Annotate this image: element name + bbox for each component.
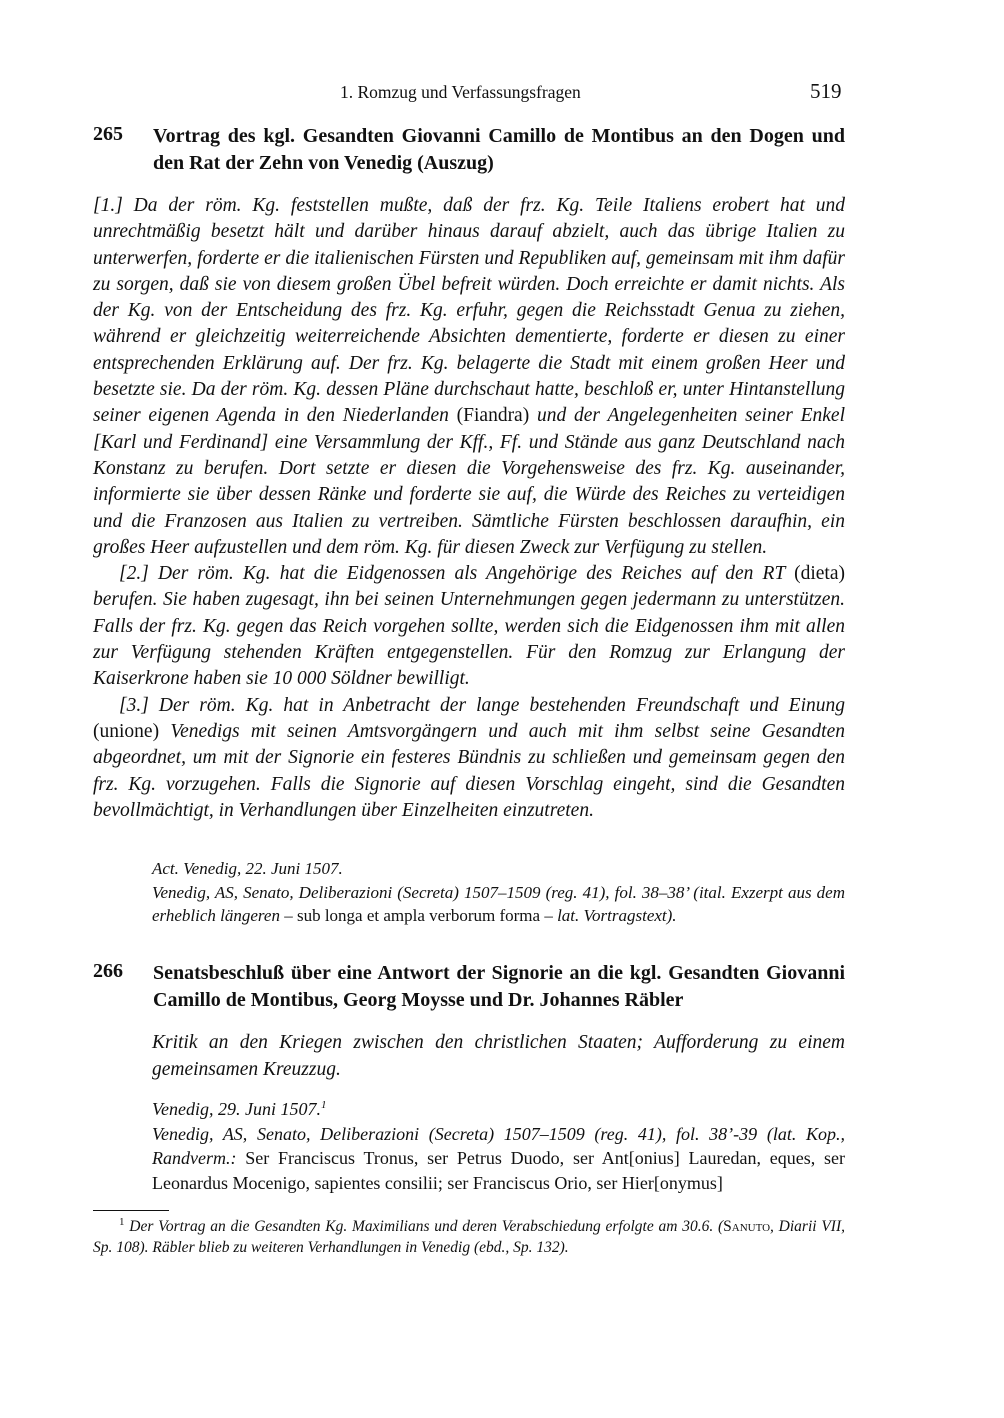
entry-title-265: Vortrag des kgl. Gesandten Giovanni Camillo de Montibus an den Dogen und den Rat der Zehn von Venedig (Auszug) [153, 125, 845, 174]
note-source-266-names: Ser Franciscus Tronus, ser Petrus Duodo, ser Ant[onius] Lauredan, eques, ser Leonardus Mocenigo, sapientes consilii; ser Franciscus Orio, ser Hier[onymus] [152, 1148, 845, 1193]
paragraph-1-text-a: [1.] Da der röm. Kg. feststellen mußte, daß der frz. Kg. Teile Italiens erobert hat und unrechtmäßig besetzt hält und darüber hinaus darauf abzielt, auch das übrige Italien zu unterwerfen, forderte er die italienischen Fürsten und Republiken auf, gemeinsam mit ihm dafür zu sorgen, daß sie von diesem großen Übel befreit würden. Doch erreichte er damit nichts. Als der Kg. von der Entscheidung des frz. Kg. erfuhr, gegen die Reichsstadt Genua zu ziehen, während er gleichzeitig weiterreichende Absichten dementierte, forderte er diesen zu einer entsprechenden Erklärung auf. Der frz. Kg. belagerte die Stadt mit einem großen Heer und besetzte sie. Da der röm. Kg. dessen Pläne durchschaut hatte, beschloß er, unter Hintanstellung seiner eigenen Agenda in den Niederlanden [93, 195, 845, 427]
entry-title-266: Senatsbeschluß über eine Antwort der Signorie an die kgl. Gesandten Giovanni Camillo de Montibus, Georg Moysse und Dr. Johannes Räbler [153, 962, 845, 1011]
note-source-266 [152, 1122, 845, 1196]
footnote-divider [93, 1210, 169, 1211]
entry-summary-266: Kritik an den Kriegen zwischen den christlichen Staaten; Aufforderung zu einem gemeinsamen Kreuzzug. [152, 1032, 845, 1080]
entry-number-266: 266 [93, 960, 123, 982]
footnote [93, 1212, 845, 1258]
paragraph-1-term: (Fiandra) [456, 405, 530, 427]
note-source [152, 881, 845, 928]
archival-note-265 [152, 857, 845, 928]
note-source-latin: sub longa et ampla verborum forma [296, 906, 541, 925]
paragraph-3-text-b: Venedigs mit seinen Amtsvorgängern und auch mit ihm selbst seine Gesandten abgeordnet, um mit der Signorie ein festeres Bündnis zu schließen und gemeinsam gegen den frz. Kg. vorzugehen. Falls die Signorie auf diesen Vorschlag eingeht, sind die Gesandten bevollmächtigt, in Verhandlungen über Einzelheiten einzutreten. [93, 720, 846, 821]
paragraph-1 [93, 193, 845, 561]
note-date-266 [152, 1093, 845, 1122]
paragraph-2-text-a: [2.] Der röm. Kg. hat die Eidgenossen als Angehörige des Reiches auf den RT [119, 563, 785, 585]
footnote-ref: 1 [320, 1099, 327, 1111]
paragraph-2 [93, 561, 845, 692]
running-head: 1. Romzug und Verfassungsfragen [340, 82, 581, 102]
note-date-266-text: Venedig, 29. Juni 1507. [152, 1099, 321, 1119]
paragraph-2-term: (dieta) [794, 563, 845, 585]
paragraph-1-text-b: und der Angelegenheiten seiner Enkel [Karl und Ferdinand] eine Versammlung der Kff., Ff. und Stände aus ganz Deutschland nach Konstanz zu berufen. Dort setzte er diesen die Vorgehensweise des frz. Kg. auseinander, informierte sie über dessen Ränke und forderte sie auf, die Würde des Reiches zu verteidigen und die Franzosen aus Italien zu vertreiben. Sämtliche Fürsten beschlossen daraufhin, ein großes Heer aufzustellen und dem röm. Kg. für diesen Zweck zur Verfügung zu stellen. [93, 405, 845, 558]
paragraph-3 [93, 693, 845, 824]
entry-body-265 [93, 193, 845, 824]
archival-note-266 [152, 1093, 845, 1195]
note-source-text-a: Venedig, AS, Senato, Deliberazioni (Secreta) 1507–1509 (reg. 41), fol. 38–38’ (ital. Exzerpt aus dem erheblich längeren – [152, 882, 845, 925]
note-source-266-text-a: Venedig, AS, Senato, Deliberazioni (Secreta) 1507–1509 (reg. 41), fol. 38’-39 (lat. Kop., Randverm.: [152, 1123, 845, 1168]
footnote-text-b: , Diarii VII, Sp. 108). Räbler blieb zu weiteren Verhandlungen in Venedig (ebd., Sp. 132). [93, 1218, 846, 1257]
paragraph-3-term: (unione) [93, 720, 160, 742]
entry-number-265: 265 [93, 123, 123, 145]
footnote-text-a: Der Vortrag an die Gesandten Kg. Maximilians und deren Verabschiedung erfolgte am 30.6. ( [129, 1218, 724, 1236]
paragraph-2-text-b: berufen. Sie haben zugesagt, ihn bei seinen Unternehmungen gegen jedermann zu unterstützen. Falls der frz. Kg. gegen das Reich vorgehen sollte, werden sich die Eidgenossen ihm mit allen zur Verfügung stehenden Kräften entgegenstellen. Für den Romzug zur Erlangung der Kaiserkrone haben sie 10 000 Söldner bewilligt. [93, 589, 845, 690]
footnote-author: Sanuto [723, 1218, 771, 1236]
paragraph-3-text-a: [3.] Der röm. Kg. hat in Anbetracht der lange bestehenden Freundschaft und Einung [119, 694, 845, 716]
note-source-text-b: – lat. Vortragstext). [544, 906, 677, 925]
note-date: Act. Venedig, 22. Juni 1507. [152, 859, 343, 878]
footnote-marker: 1 [119, 1216, 125, 1228]
page-number: 519 [810, 79, 842, 103]
